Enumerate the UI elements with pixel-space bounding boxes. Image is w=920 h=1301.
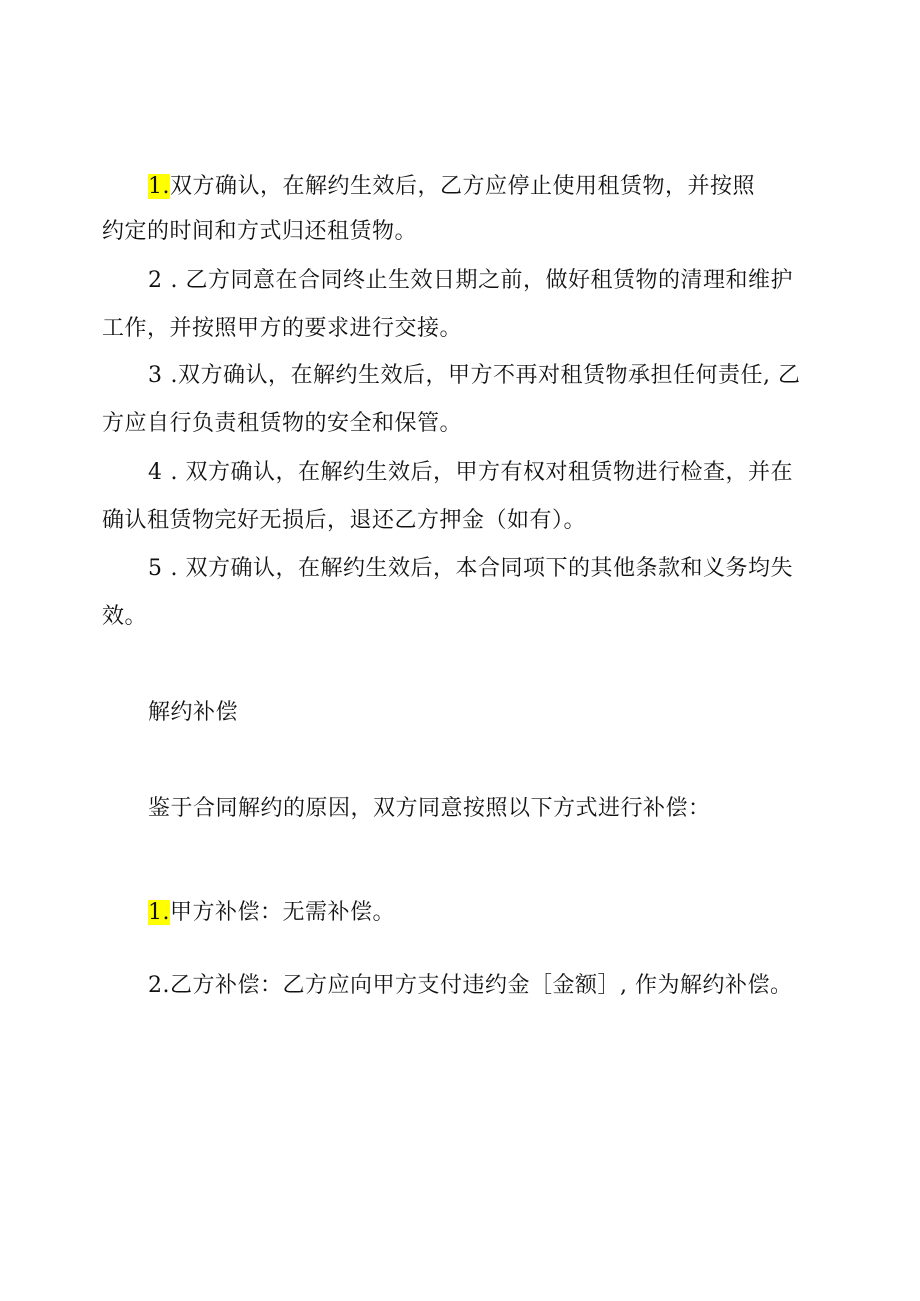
clause-2-line-2: 工作，并按照甲方的要求进行交接。 (102, 316, 463, 341)
clause-3-line-1 (148, 361, 800, 391)
clause-5-text: . 双方确认，在解约生效后，本合同项下的其他条款和义务均失 (170, 556, 793, 581)
compensation-2-number: 2. (148, 973, 170, 998)
clause-3-text: .双方确认，在解约生效后，甲方不再对租赁物承担任何责任, 乙 (170, 363, 801, 388)
compensation-2 (148, 971, 793, 1001)
clause-1-number: 1. (148, 174, 170, 199)
clause-2-line-1 (148, 266, 793, 296)
clause-4-number: 4 (148, 460, 163, 485)
compensation-intro: 鉴于合同解约的原因，双方同意按照以下方式进行补偿： (148, 796, 711, 821)
clause-5-line-2: 效。 (102, 604, 148, 629)
clause-1-line-1 (148, 172, 755, 202)
clause-2-number: 2 (148, 268, 163, 293)
clause-4-line-1 (148, 458, 793, 488)
compensation-1-text: 甲方补偿：无需补偿。 (170, 900, 396, 925)
clause-1-text: 双方确认，在解约生效后，乙方应停止使用租赁物，并按照 (170, 174, 756, 199)
section-title: 解约补偿 (148, 700, 239, 725)
clause-5-number: 5 (148, 556, 163, 581)
compensation-2-text: 乙方补偿：乙方应向甲方支付违约金［金额］, 作为解约补偿。 (170, 973, 793, 998)
compensation-1-number: 1. (148, 900, 170, 925)
clause-2-text: . 乙方同意在合同终止生效日期之前，做好租赁物的清理和维护 (170, 268, 793, 293)
clause-3-line-2: 方应自行负责租赁物的安全和保管。 (102, 411, 463, 436)
clause-3-number: 3 (148, 363, 163, 388)
clause-4-text: . 双方确认，在解约生效后，甲方有权对租赁物进行检查，并在 (170, 460, 793, 485)
compensation-1 (148, 898, 395, 928)
clause-5-line-1 (148, 554, 793, 584)
clause-1-line-2: 约定的时间和方式归还租赁物。 (102, 219, 418, 244)
clause-4-line-2: 确认租赁物完好无损后，退还乙方押金（如有）。 (102, 508, 587, 533)
